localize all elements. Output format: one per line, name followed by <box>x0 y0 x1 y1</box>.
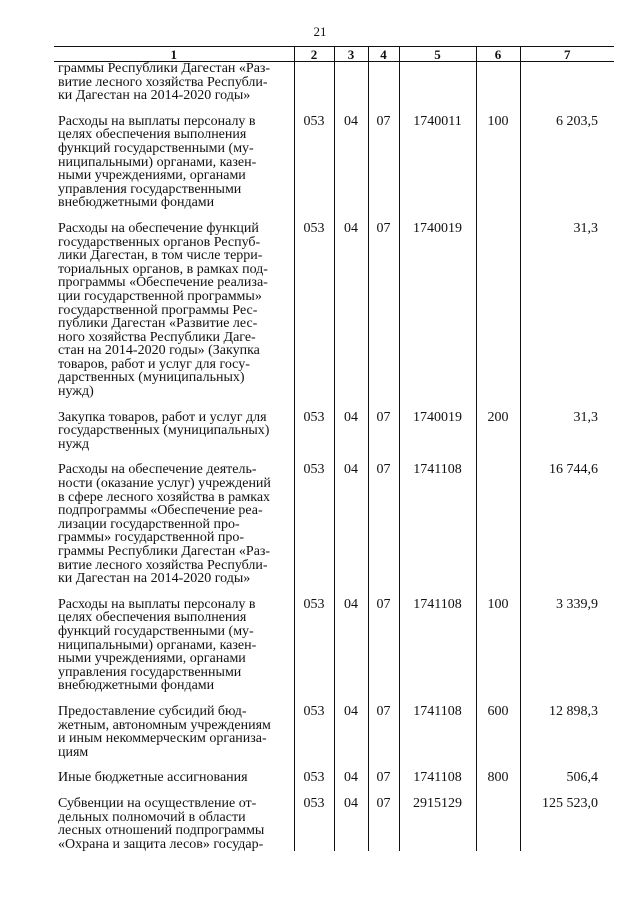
table-row <box>54 115 614 210</box>
row-description: Расходы на обеспечение функций государственных органов Респуб- лики Дагестан, в том числе терри- ториальных органов, в рамках под- программы «Обеспечение реализа- ции государственной программы» государственной программы Рес- публики Дагестан «Развитие лес- ного хозяйства Республики Даге- стан на 2014-2020 годы» (Закупка товаров, работ и услуг для госу- дарственных (муниципальных) нужд) <box>58 220 268 400</box>
column-header: 1 <box>54 47 294 62</box>
amount: 506,4 <box>520 771 614 785</box>
subsection-code <box>368 62 399 103</box>
chapter-code: 053 <box>294 222 334 399</box>
table-row <box>54 705 614 759</box>
table-row <box>54 771 614 785</box>
spacer-cell <box>520 103 614 115</box>
amount: 12 898,3 <box>520 705 614 759</box>
section-code <box>334 62 368 103</box>
chapter-code: 053 <box>294 598 334 693</box>
expense-type-code <box>476 222 520 399</box>
spacer-cell <box>368 103 399 115</box>
expense-type-code: 600 <box>476 705 520 759</box>
page-number: 21 <box>313 24 327 39</box>
table-row <box>54 62 614 103</box>
row-description: Расходы на обеспечение деятель- ности (оказание услуг) учреждений в сфере лесного хозяйства в рамках подпрограммы «Обеспечение реа- лизации государственной про- граммы» государственной про- граммы Республики Дагестан «Раз- витие лесного хозяйства Республи- ки Дагестан на 2014-2020 годы» <box>58 462 271 587</box>
table-row <box>54 598 614 693</box>
column-header: 7 <box>520 47 614 62</box>
expense-type-code <box>476 62 520 103</box>
spacer-cell <box>399 399 476 411</box>
expense-type-code: 100 <box>476 598 520 693</box>
section-code: 04 <box>334 463 368 585</box>
section-code: 04 <box>334 411 368 452</box>
table-row <box>54 797 614 851</box>
spacer-cell <box>294 103 334 115</box>
chapter-code: 053 <box>294 771 334 785</box>
amount: 16 744,6 <box>520 463 614 585</box>
spacer-cell <box>294 586 334 598</box>
subsection-code: 07 <box>368 411 399 452</box>
expense-type-code: 200 <box>476 411 520 452</box>
column-header: 5 <box>399 47 476 62</box>
row-description: граммы Республики Дагестан «Раз- витие лесного хозяйства Республи- ки Дагестан на 2014-2020 годы» <box>58 61 271 104</box>
expense-type-code <box>476 463 520 585</box>
spacer-cell <box>476 399 520 411</box>
section-code: 04 <box>334 115 368 210</box>
target-article-code: 1741108 <box>399 598 476 693</box>
target-article-code: 1740019 <box>399 222 476 399</box>
spacer-cell <box>476 586 520 598</box>
row-spacer <box>54 103 614 115</box>
target-article-code: 1741108 <box>399 463 476 585</box>
section-code: 04 <box>334 797 368 851</box>
spacer-cell <box>54 103 294 115</box>
table-row <box>54 222 614 399</box>
column-header: 2 <box>294 47 334 62</box>
spacer-cell <box>476 210 520 222</box>
spacer-cell <box>334 103 368 115</box>
table-body <box>54 62 614 852</box>
section-code: 04 <box>334 705 368 759</box>
budget-table <box>54 46 614 851</box>
column-header: 6 <box>476 47 520 62</box>
spacer-cell <box>520 399 614 411</box>
chapter-code: 053 <box>294 463 334 585</box>
row-description: Предоставление субсидий бюд- жетным, автономным учреждениям и иным некоммерческим организа- циям <box>58 703 271 760</box>
spacer-cell <box>399 586 476 598</box>
section-code: 04 <box>334 598 368 693</box>
spacer-cell <box>334 586 368 598</box>
target-article-code: 1741108 <box>399 705 476 759</box>
amount <box>520 62 614 103</box>
chapter-code: 053 <box>294 115 334 210</box>
spacer-cell <box>334 399 368 411</box>
row-spacer <box>54 586 614 598</box>
subsection-code: 07 <box>368 115 399 210</box>
amount: 31,3 <box>520 222 614 399</box>
row-description: Расходы на выплаты персоналу в целях обеспечения выполнения функций государственными (му- ниципальными) органами, казен- ными учреждениями, органами управления государственными внебюджетными фондами <box>58 113 257 211</box>
subsection-code: 07 <box>368 463 399 585</box>
header-row <box>54 47 614 62</box>
spacer-cell <box>54 586 294 598</box>
spacer-cell <box>476 451 520 463</box>
spacer-cell <box>476 785 520 797</box>
spacer-cell <box>368 399 399 411</box>
spacer-cell <box>368 586 399 598</box>
target-article-code: 1741108 <box>399 771 476 785</box>
spacer-cell <box>399 103 476 115</box>
amount: 31,3 <box>520 411 614 452</box>
spacer-cell <box>294 399 334 411</box>
expense-type-code <box>476 797 520 851</box>
subsection-code: 07 <box>368 222 399 399</box>
row-description: Иные бюджетные ассигнования <box>58 770 248 786</box>
row-description: Закупка товаров, работ и услуг для государственных (муниципальных) нужд <box>58 409 270 452</box>
amount: 125 523,0 <box>520 797 614 851</box>
table-row <box>54 463 614 585</box>
column-header: 3 <box>334 47 368 62</box>
chapter-code <box>294 62 334 103</box>
subsection-code: 07 <box>368 598 399 693</box>
spacer-cell <box>54 399 294 411</box>
target-article-code: 1740019 <box>399 411 476 452</box>
subsection-code: 07 <box>368 771 399 785</box>
section-code: 04 <box>334 771 368 785</box>
expense-type-code: 800 <box>476 771 520 785</box>
amount: 3 339,9 <box>520 598 614 693</box>
spacer-cell <box>520 586 614 598</box>
row-spacer <box>54 399 614 411</box>
table-row <box>54 411 614 452</box>
chapter-code: 053 <box>294 705 334 759</box>
row-description: Субвенции на осуществление от- дельных полномочий в области лесных отношений подпрограммы «Охрана и защита лесов» государ- <box>58 795 265 852</box>
expense-type-code: 100 <box>476 115 520 210</box>
amount: 6 203,5 <box>520 115 614 210</box>
chapter-code: 053 <box>294 411 334 452</box>
row-description: Расходы на выплаты персоналу в целях обеспечения выполнения функций государственными (му- ниципальными) органами, казен- ными учреждениями, органами управления государственными внебюджетными фондами <box>58 596 257 694</box>
subsection-code: 07 <box>368 705 399 759</box>
target-article-code <box>399 62 476 103</box>
column-header: 4 <box>368 47 399 62</box>
spacer-cell <box>476 103 520 115</box>
target-article-code: 1740011 <box>399 115 476 210</box>
spacer-cell <box>520 210 614 222</box>
section-code: 04 <box>334 222 368 399</box>
target-article-code: 2915129 <box>399 797 476 851</box>
subsection-code: 07 <box>368 797 399 851</box>
chapter-code: 053 <box>294 797 334 851</box>
